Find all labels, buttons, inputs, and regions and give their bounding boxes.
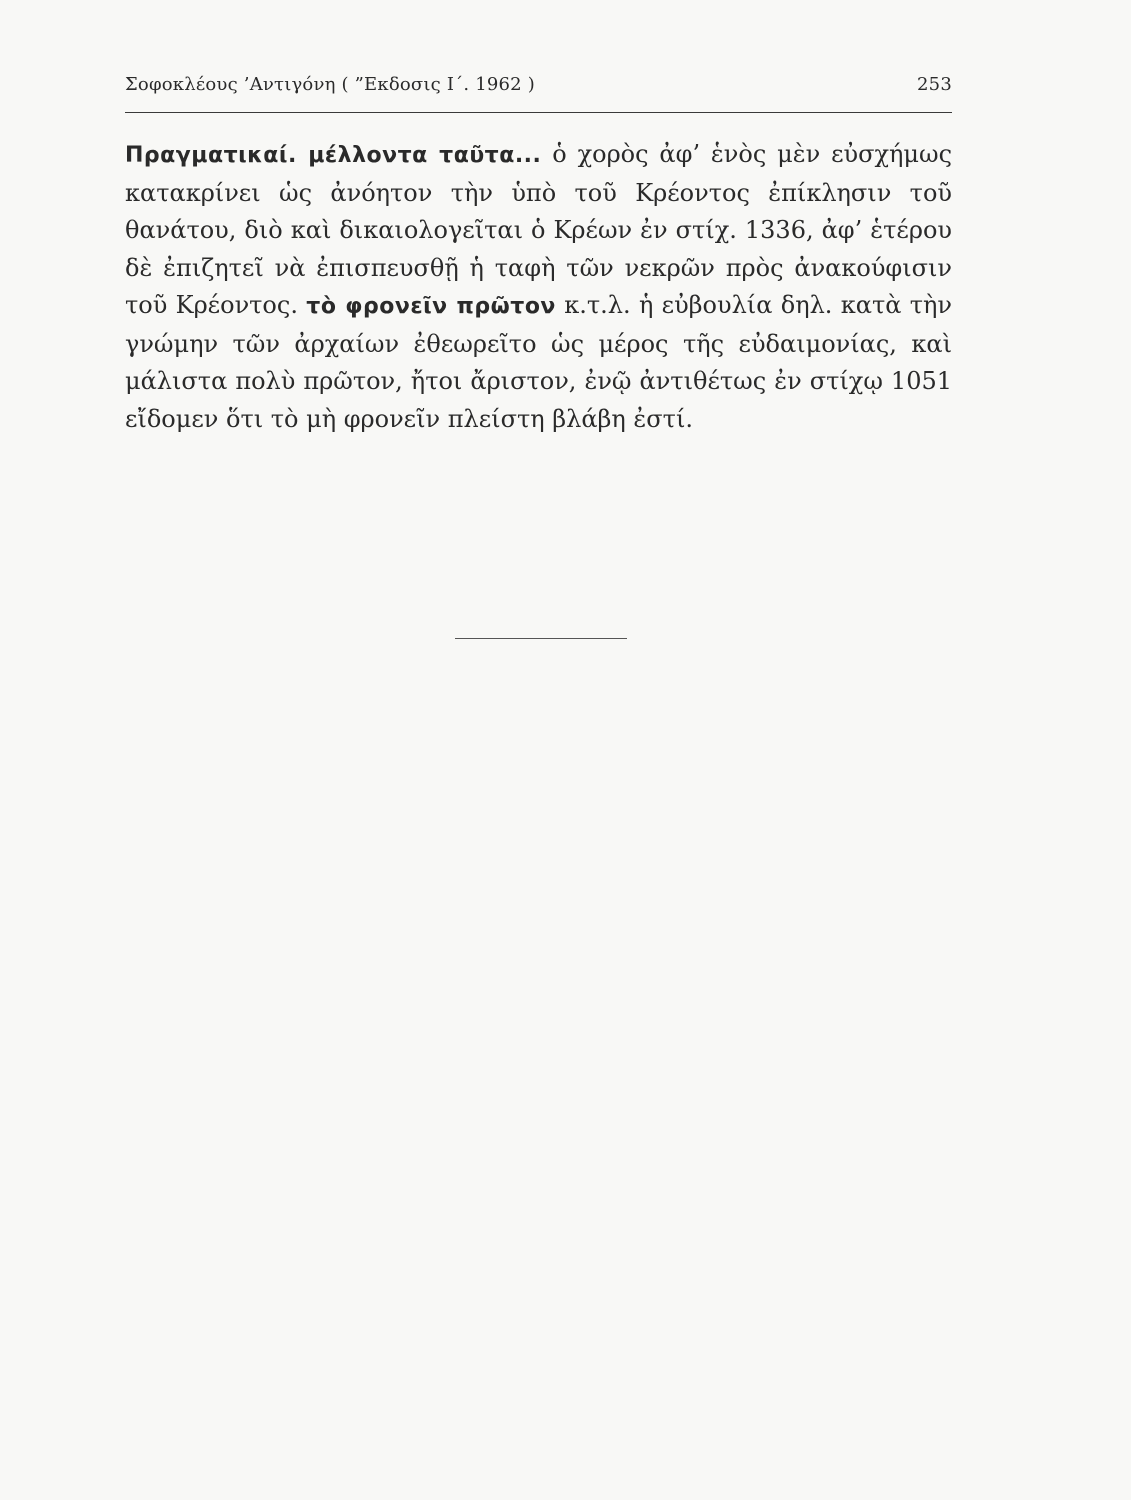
end-divider (455, 638, 627, 639)
lemma-to-fronein: τὸ φρονεῖν πρῶτον (306, 294, 556, 319)
lemma-pragmatikai: Πραγματικαί. μέλλοντα ταῦτα... (125, 143, 542, 168)
header-divider (125, 112, 952, 113)
running-title: Σοφοκλέους ’Αντιγόνη ( ”Εκδοσις Ι΄. 1962 ) (125, 74, 535, 95)
commentary-paragraph (125, 136, 952, 438)
commentary-text-1: ὁ χορὸς ἀφ’ ἑνὸς μὲν εὐσχήμως κατακρίνει ὡς ἀνόητον τὴν ὑπὸ τοῦ Κρέοντος ἐπίκλησιν τοῦ θανάτου, διὸ καὶ δικαιολογεῖται ὁ Κρέων ἐν στίχ. 1336, ἀφ’ ἑτέρου δὲ ἐπιζητεῖ νὰ ἐπισπευσθῇ ἡ ταφὴ τῶν νεκρῶν πρὸς ἀνακούφισιν τοῦ Κρέοντος. (125, 140, 953, 319)
page-number: 253 (917, 74, 952, 95)
commentary-text-2: κ.τ.λ. ἡ εὐβουλία δηλ. κατὰ τὴν γνώμην τῶν ἀρχαίων ἐθεωρεῖτο ὡς μέρος τῆς εὐδαιμονίας, καὶ μάλιστα πολὺ πρῶτον, ἤτοι ἄριστον, ἐνῷ ἀντιθέτως ἐν στίχῳ 1051 εἴδομεν ὅτι τὸ μὴ φρονεῖν πλείστη βλάβη ἐστί. (125, 291, 952, 433)
running-header (125, 74, 952, 98)
